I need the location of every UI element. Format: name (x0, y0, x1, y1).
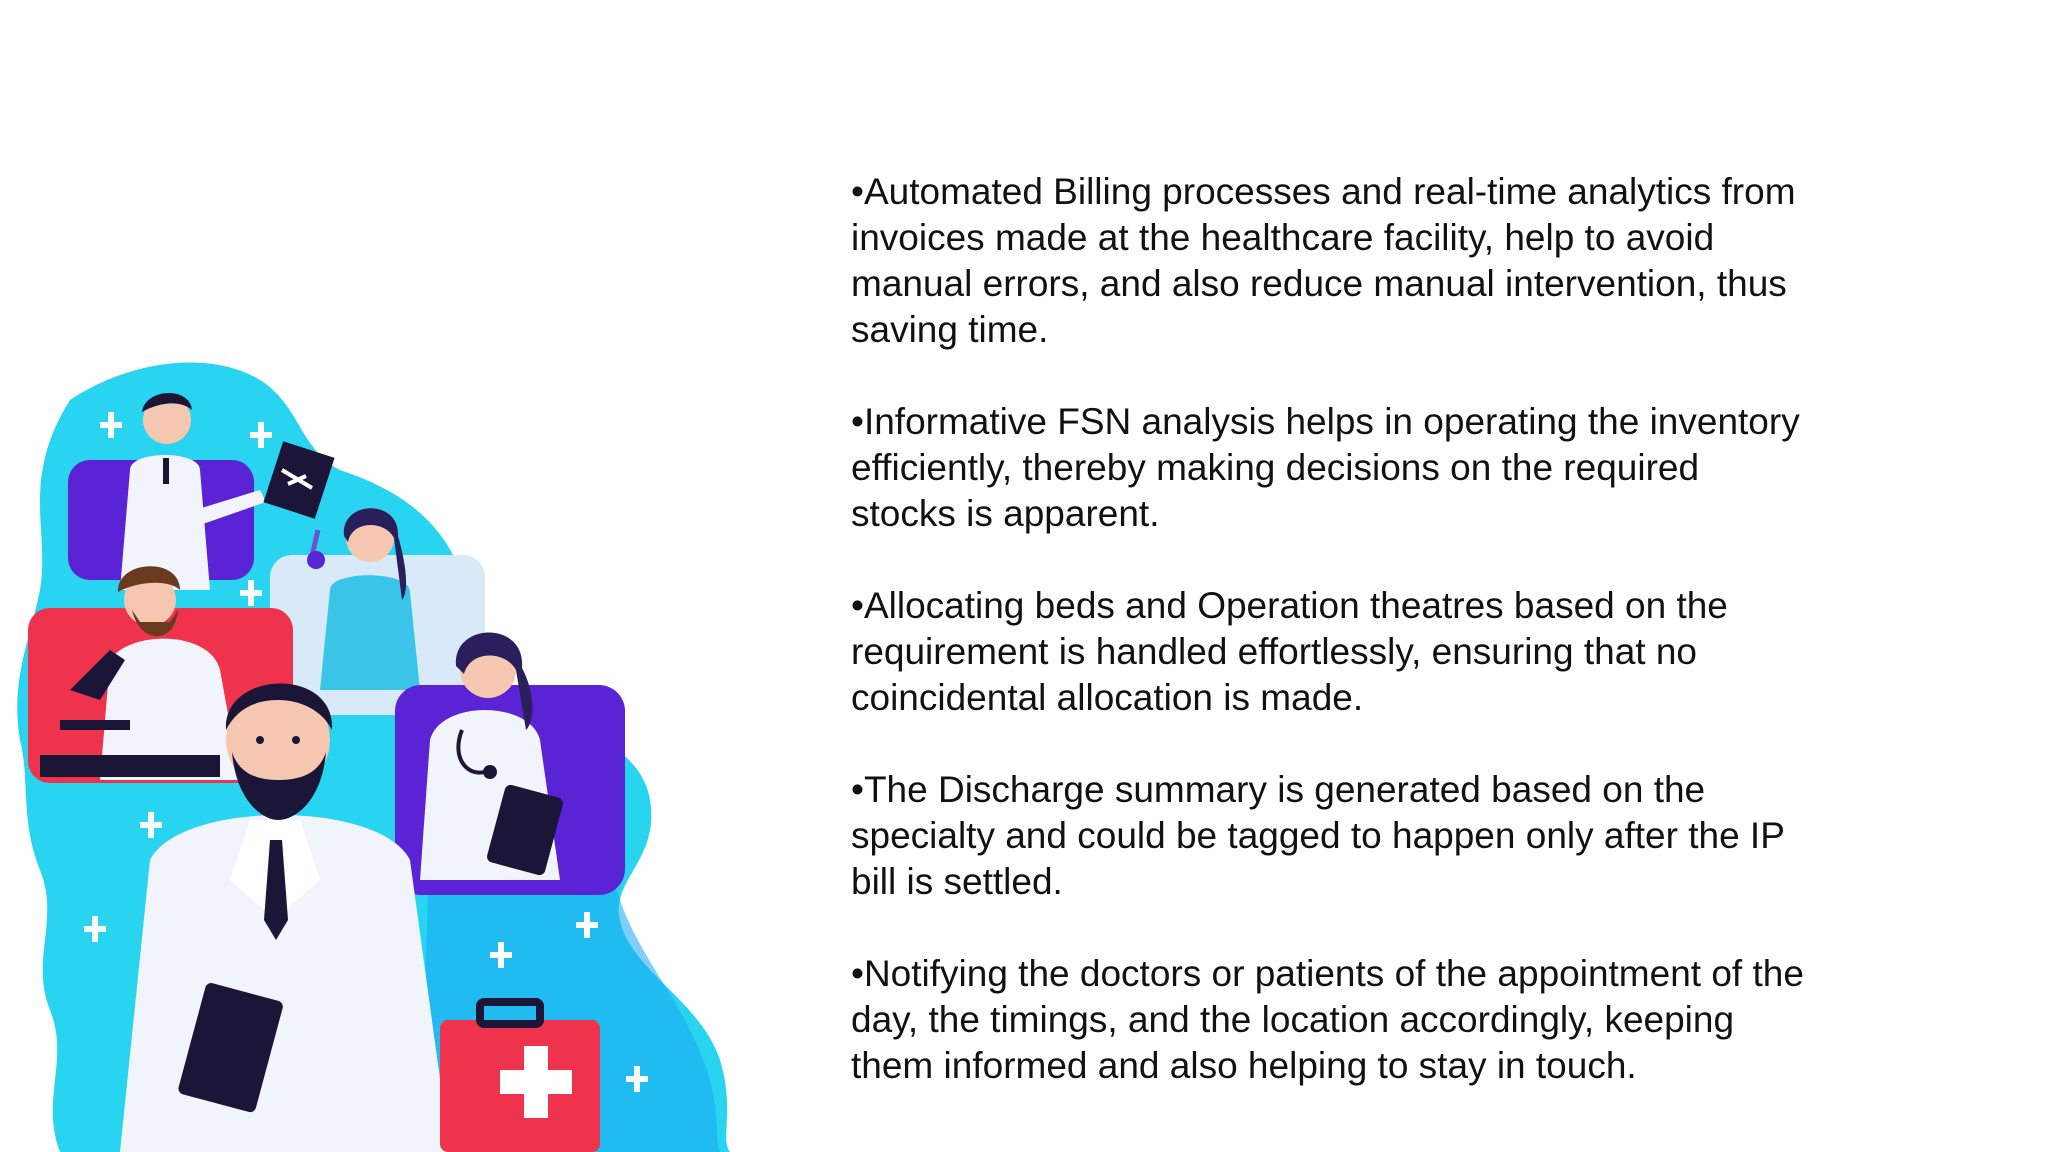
bullet-bed-allocation (851, 583, 1951, 721)
bullet-line: manual errors, and also reduce manual intervention, thus (851, 263, 1787, 304)
bullet-line: day, the timings, and the location accordingly, keeping (851, 999, 1735, 1040)
bullet-line: them informed and also helping to stay in touch. (851, 1045, 1637, 1086)
bullet-line: •The Discharge summary is generated based on the (851, 769, 1706, 810)
bullet-discharge-summary (851, 767, 1951, 905)
bullet-line: specialty and could be tagged to happen only after the IP (851, 815, 1785, 856)
bullet-line: •Notifying the doctors or patients of the appointment of the (851, 953, 1804, 994)
first-aid-kit-icon (440, 1002, 600, 1152)
bullet-line: invoices made at the healthcare facility, help to avoid (851, 217, 1715, 258)
bullet-line: efficiently, thereby making decisions on the required (851, 447, 1700, 488)
bullet-fsn-analysis (851, 399, 1951, 537)
bullet-line: stocks is apparent. (851, 493, 1160, 534)
bullet-line: •Automated Billing processes and real-time analytics from (851, 171, 1796, 212)
bullet-line: requirement is handled effortlessly, ensuring that no (851, 631, 1698, 672)
bullet-line: •Informative FSN analysis helps in operating the inventory (851, 401, 1800, 442)
feature-bullet-list (851, 169, 1951, 1089)
bullet-notifications (851, 951, 1951, 1089)
healthcare-team-illustration (0, 360, 760, 1152)
bullet-line: •Allocating beds and Operation theatres based on the (851, 585, 1728, 626)
bullet-line: bill is settled. (851, 861, 1063, 902)
bullet-automated-billing (851, 169, 1951, 353)
bullet-line: saving time. (851, 309, 1049, 350)
bullet-line: coincidental allocation is made. (851, 677, 1364, 718)
